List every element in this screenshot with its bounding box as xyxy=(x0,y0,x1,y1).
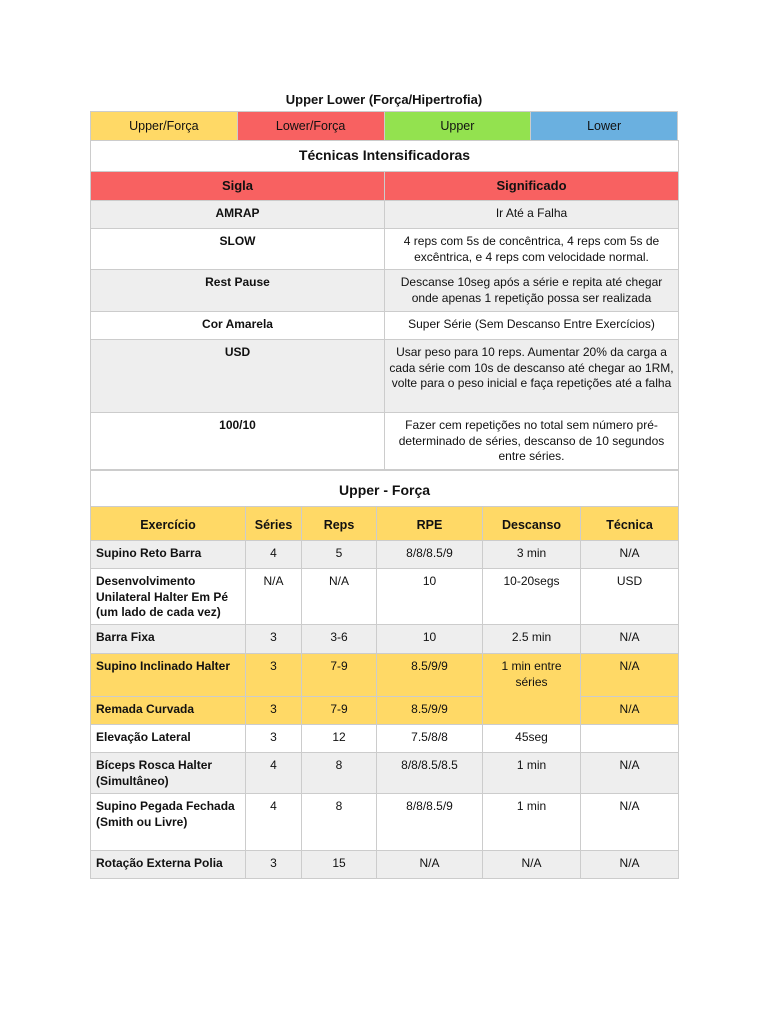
sigla-cell: Rest Pause xyxy=(91,270,385,312)
table-row xyxy=(91,654,679,697)
color-legend xyxy=(90,111,678,141)
descanso-cell: 3 min xyxy=(483,541,581,569)
descanso-cell: N/A xyxy=(483,851,581,879)
descanso-cell: 2.5 min xyxy=(483,625,581,654)
techniques-title: Técnicas Intensificadoras xyxy=(91,141,679,172)
table-row xyxy=(91,340,679,413)
reps-cell: 15 xyxy=(302,851,377,879)
sigla-cell: SLOW xyxy=(91,229,385,270)
exercise-cell: Barra Fixa xyxy=(91,625,246,654)
reps-cell: 12 xyxy=(302,725,377,753)
rpe-cell: 8.5/9/9 xyxy=(377,697,483,725)
tecnica-cell: N/A xyxy=(581,794,679,851)
table-row xyxy=(91,851,679,879)
techniques-table xyxy=(90,140,679,470)
table-row xyxy=(91,201,679,229)
upper-forca-title: Upper - Força xyxy=(91,471,679,507)
header-sigla: Sigla xyxy=(91,172,385,201)
sigla-cell: Cor Amarela xyxy=(91,312,385,340)
series-cell: 4 xyxy=(246,753,302,794)
reps-cell: 5 xyxy=(302,541,377,569)
tecnica-cell: N/A xyxy=(581,541,679,569)
legend-upper: Upper xyxy=(384,112,531,141)
descanso-cell: 1 min entre séries xyxy=(483,654,581,725)
table-row xyxy=(91,229,679,270)
legend-lower: Lower xyxy=(531,112,678,141)
sigla-cell: AMRAP xyxy=(91,201,385,229)
header-reps: Reps xyxy=(302,507,377,541)
exercise-cell: Supino Inclinado Halter xyxy=(91,654,246,697)
series-cell: 3 xyxy=(246,654,302,697)
legend-lower-forca: Lower/Força xyxy=(237,112,384,141)
reps-cell: 8 xyxy=(302,753,377,794)
series-cell: 3 xyxy=(246,851,302,879)
sigla-cell: 100/10 xyxy=(91,413,385,470)
significado-cell: Super Série (Sem Descanso Entre Exercícios) xyxy=(385,312,679,340)
reps-cell: 7-9 xyxy=(302,654,377,697)
significado-cell: Usar peso para 10 reps. Aumentar 20% da carga a cada série com 10s de descanso até chegar ao 1RM, volte para o peso inicial e faça repetições até a falha xyxy=(385,340,679,413)
series-cell: 4 xyxy=(246,541,302,569)
header-rpe: RPE xyxy=(377,507,483,541)
table-row xyxy=(91,541,679,569)
exercise-cell: Bíceps Rosca Halter (Simultâneo) xyxy=(91,753,246,794)
header-tecnica: Técnica xyxy=(581,507,679,541)
series-cell: N/A xyxy=(246,569,302,625)
document-title: Upper Lower (Força/Hipertrofia) xyxy=(285,92,483,107)
significado-cell: 4 reps com 5s de concêntrica, 4 reps com 5s de excêntrica, e 4 reps com velocidade normal. xyxy=(385,229,679,270)
descanso-cell: 45seg xyxy=(483,725,581,753)
series-cell: 3 xyxy=(246,697,302,725)
rpe-cell: N/A xyxy=(377,851,483,879)
header-exercicio: Exercício xyxy=(91,507,246,541)
rpe-cell: 7.5/8/8 xyxy=(377,725,483,753)
table-row xyxy=(91,794,679,851)
exercise-cell: Supino Pegada Fechada (Smith ou Livre) xyxy=(91,794,246,851)
rpe-cell: 8/8/8.5/8.5 xyxy=(377,753,483,794)
reps-cell: 8 xyxy=(302,794,377,851)
tecnica-cell: N/A xyxy=(581,654,679,697)
tecnica-cell xyxy=(581,725,679,753)
significado-cell: Descanse 10seg após a série e repita até chegar onde apenas 1 repetição possa ser realizada xyxy=(385,270,679,312)
tecnica-cell: N/A xyxy=(581,625,679,654)
tecnica-cell: USD xyxy=(581,569,679,625)
table-row xyxy=(91,413,679,470)
series-cell: 4 xyxy=(246,794,302,851)
exercise-cell: Desenvolvimento Unilateral Halter Em Pé (um lado de cada vez) xyxy=(91,569,246,625)
rpe-cell: 10 xyxy=(377,569,483,625)
tecnica-cell: N/A xyxy=(581,753,679,794)
table-row xyxy=(91,753,679,794)
rpe-cell: 10 xyxy=(377,625,483,654)
series-cell: 3 xyxy=(246,625,302,654)
rpe-cell: 8/8/8.5/9 xyxy=(377,794,483,851)
tecnica-cell: N/A xyxy=(581,697,679,725)
exercise-cell: Remada Curvada xyxy=(91,697,246,725)
descanso-cell: 10-20segs xyxy=(483,569,581,625)
descanso-cell: 1 min xyxy=(483,753,581,794)
significado-cell: Fazer cem repetições no total sem número pré-determinado de séries, descanso de 10 segundos entre séries. xyxy=(385,413,679,470)
header-descanso: Descanso xyxy=(483,507,581,541)
exercise-cell: Rotação Externa Polia xyxy=(91,851,246,879)
series-cell: 3 xyxy=(246,725,302,753)
tecnica-cell: N/A xyxy=(581,851,679,879)
descanso-cell: 1 min xyxy=(483,794,581,851)
sigla-cell: USD xyxy=(91,340,385,413)
exercise-cell: Elevação Lateral xyxy=(91,725,246,753)
table-row xyxy=(91,697,679,725)
significado-cell: Ir Até a Falha xyxy=(385,201,679,229)
rpe-cell: 8/8/8.5/9 xyxy=(377,541,483,569)
table-row xyxy=(91,725,679,753)
legend-upper-forca: Upper/Força xyxy=(91,112,238,141)
upper-forca-table xyxy=(90,470,679,879)
reps-cell: N/A xyxy=(302,569,377,625)
table-row xyxy=(91,625,679,654)
reps-cell: 3-6 xyxy=(302,625,377,654)
table-row xyxy=(91,312,679,340)
header-series: Séries xyxy=(246,507,302,541)
table-row xyxy=(91,270,679,312)
table-row xyxy=(91,569,679,625)
header-significado: Significado xyxy=(385,172,679,201)
rpe-cell: 8.5/9/9 xyxy=(377,654,483,697)
exercise-cell: Supino Reto Barra xyxy=(91,541,246,569)
reps-cell: 7-9 xyxy=(302,697,377,725)
